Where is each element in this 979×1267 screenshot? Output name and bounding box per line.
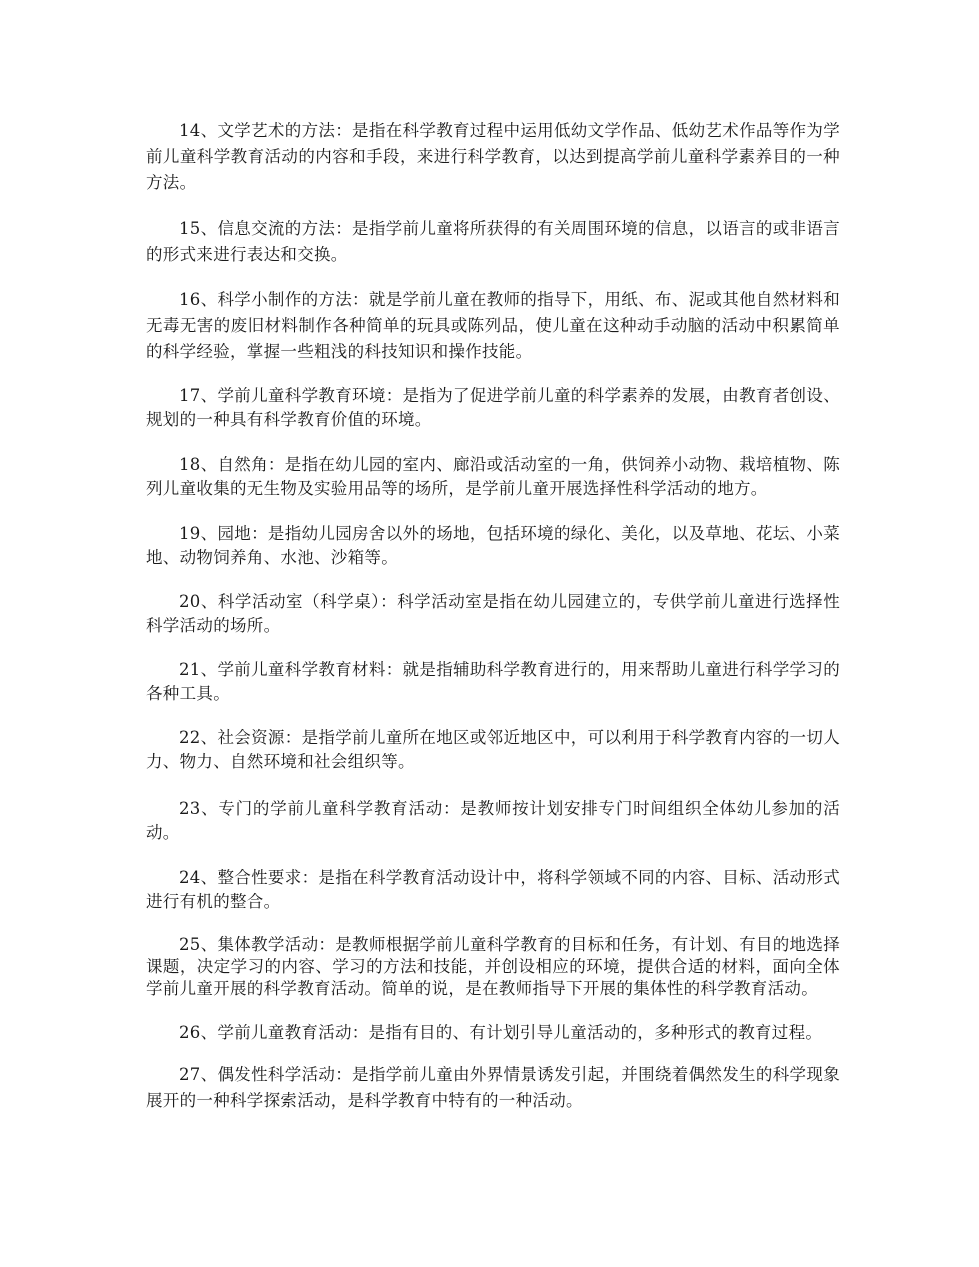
paragraph-20: 20、科学活动室（科学桌）：科学活动室是指在幼儿园建立的，专供学前儿童进行选择性科学活动的场所。 [146, 592, 840, 635]
paragraph-22: 22、社会资源：是指学前儿童所在地区或邻近地区中，可以利用于科学教育内容的一切人力、物力、自然环境和社会组织等。 [146, 728, 840, 771]
paragraph-27: 27、偶发性科学活动：是指学前儿童由外界情景诱发引起，并围绕着偶然发生的科学现象展开的一种科学探索活动，是科学教育中特有的一种活动。 [146, 1065, 840, 1110]
paragraph-16: 16、科学小制作的方法：就是学前儿童在教师的指导下，用纸、布、泥或其他自然材料和无毒无害的废旧材料制作各种简单的玩具或陈列品，使儿童在这种动手动脑的活动中积累简单的科学经验，掌握一些粗浅的科技知识和操作技能。 [146, 290, 840, 361]
paragraph-14: 14、文学艺术的方法：是指在科学教育过程中运用低幼文学作品、低幼艺术作品等作为学前儿童科学教育活动的内容和手段，来进行科学教育，以达到提高学前儿童科学素养目的一种方法。 [146, 121, 840, 192]
paragraph-25: 25、集体教学活动：是教师根据学前儿童科学教育的目标和任务，有计划、有目的地选择课题，决定学习的内容、学习的方法和技能，并创设相应的环境，提供合适的材料，面向全体学前儿童开展的科学教育活动。简单的说，是在教师指导下开展的集体性的科学教育活动。 [146, 935, 840, 998]
paragraph-26: 26、学前儿童教育活动：是指有目的、有计划引导儿童活动的，多种形式的教育过程。 [179, 1023, 823, 1042]
paragraph-15: 15、信息交流的方法：是指学前儿童将所获得的有关周围环境的信息，以语言的或非语言的形式来进行表达和交换。 [146, 219, 840, 264]
paragraph-21: 21、学前儿童科学教育材料：就是指辅助科学教育进行的，用来帮助儿童进行科学学习的各种工具。 [146, 660, 840, 703]
paragraph-19: 19、园地：是指幼儿园房舍以外的场地，包括环境的绿化、美化，以及草地、花坛、小菜地、动物饲养角、水池、沙箱等。 [146, 524, 840, 567]
paragraph-18: 18、自然角：是指在幼儿园的室内、廊沿或活动室的一角，供饲养小动物、栽培植物、陈列儿童收集的无生物及实验用品等的场所，是学前儿童开展选择性科学活动的地方。 [146, 455, 840, 498]
paragraph-23: 23、专门的学前儿童科学教育活动：是教师按计划安排专门时间组织全体幼儿参加的活动。 [146, 799, 840, 842]
paragraph-24: 24、整合性要求：是指在科学教育活动设计中，将科学领域不同的内容、目标、活动形式进行有机的整合。 [146, 868, 840, 911]
document-page [146, 118, 840, 1114]
paragraph-17: 17、学前儿童科学教育环境：是指为了促进学前儿童的科学素养的发展，由教育者创设、规划的一种具有科学教育价值的环境。 [146, 386, 840, 429]
